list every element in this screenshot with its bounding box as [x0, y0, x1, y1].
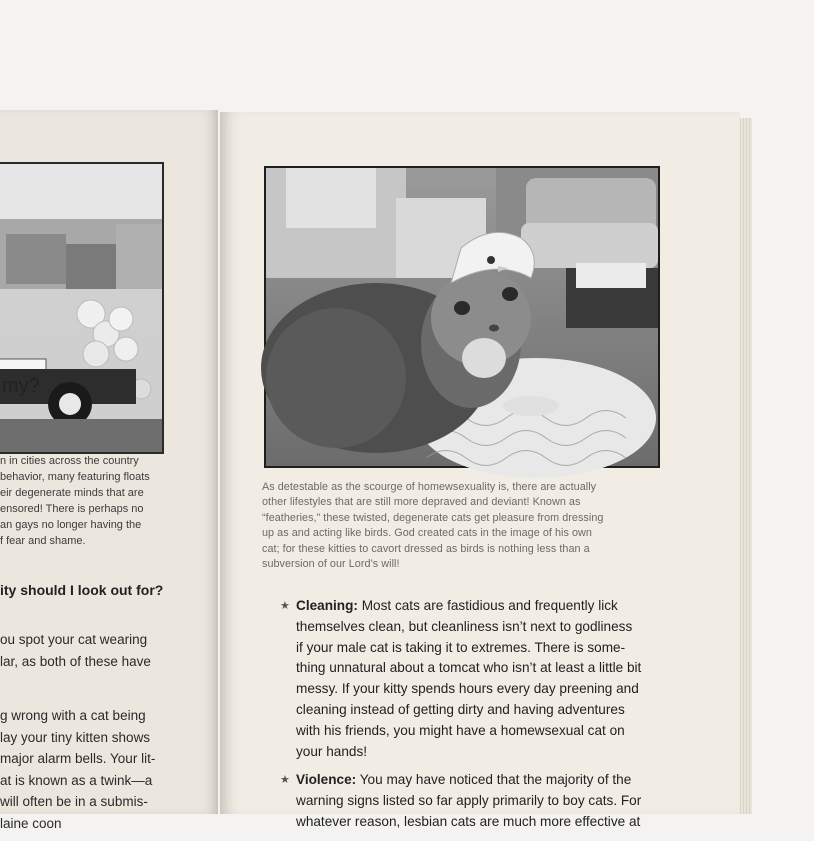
caption-line: subversion of our Lord’s will! [262, 558, 400, 571]
bullet-term: Cleaning: [296, 598, 358, 613]
star-bullet-icon: ★ [280, 774, 290, 787]
left-body-spacer [0, 672, 160, 705]
bullet-line: thing unnatural about a tomcat who isn’t at least a little bit [296, 660, 642, 676]
bullet-line: messy. If your kitty spends hours every day preening and [296, 681, 639, 697]
caption-line: cat; for these kitties to cavort dressed as birds is nothing less than a [262, 542, 590, 555]
left-body-line: ou spot your cat wearing [0, 632, 148, 647]
caption-line: “featheries,” these twisted, degenerate cats get pleasure from dressing [262, 511, 604, 524]
bullet-first-line: Most cats are fastidious and frequently lick [361, 598, 618, 613]
cat-in-bird-hat-illustration [266, 168, 658, 466]
bullet-line: whatever reason, lesbian cats are much more effective at [296, 813, 641, 829]
left-body-line: lar, as both of these have [0, 653, 151, 669]
caption-line: up as and acting like birds. God created cats in the image of his own [262, 527, 592, 540]
left-body-line: lay your tiny kitten shows [0, 729, 151, 745]
bullet-line: your hands! [296, 743, 368, 759]
bullet-line: cleaning instead of getting dirty and having adventures [296, 701, 625, 717]
bullet-term: Violence: [296, 772, 357, 788]
photo-caption [262, 480, 662, 572]
bullet-line: if your male cat is taking it to extremes. There is some- [296, 639, 626, 655]
page-edges [738, 118, 752, 814]
left-body-line: major alarm bells. Your lit- [0, 751, 156, 766]
left-body-line: g wrong with a cat being [0, 708, 146, 723]
cat-photo [264, 166, 660, 468]
float-sign-text: my? [2, 375, 40, 397]
left-caption-line: n in cities across the country [0, 455, 139, 467]
left-body-line: at is known as a twink—a [0, 772, 153, 788]
bullet-line: warning signs listed so far apply primarily to boy cats. For [296, 793, 642, 809]
left-page [0, 110, 218, 831]
caption-line: As detestable as the scourge of homewsexuality is, there are actually [262, 481, 597, 493]
left-caption-line: f fear and shame. [0, 535, 86, 547]
left-caption-line: behavior, many featuring floats [0, 471, 150, 483]
bullet-line: themselves clean, but cleanliness isn’t next to godliness [296, 618, 633, 634]
parade-float-photo [0, 162, 164, 454]
left-caption-line: eir degenerate minds that are [0, 487, 144, 499]
right-page [220, 112, 740, 829]
left-section-heading: ity should I look out for? [0, 582, 164, 598]
left-caption-line: ensored! There is perhaps no [0, 503, 144, 515]
warning-sign-list [280, 596, 680, 841]
list-item-violence [280, 770, 680, 832]
parade-float-illustration [0, 164, 162, 452]
left-body-text [0, 629, 160, 834]
left-caption [0, 453, 160, 549]
bullet-line: with his friends, you might have a homewsexual cat on [296, 722, 625, 738]
star-bullet-icon: ★ [280, 600, 290, 612]
list-item-cleaning [280, 596, 680, 762]
left-body-line: will often be in a submis- [0, 794, 148, 809]
bullet-first-line: You may have noticed that the majority of the [359, 772, 632, 788]
left-body-line: laine coon [0, 815, 62, 831]
caption-line: other lifestyles that are still more depraved and deviant! Known as [262, 496, 581, 509]
left-caption-line: an gays no longer having the [0, 519, 142, 531]
